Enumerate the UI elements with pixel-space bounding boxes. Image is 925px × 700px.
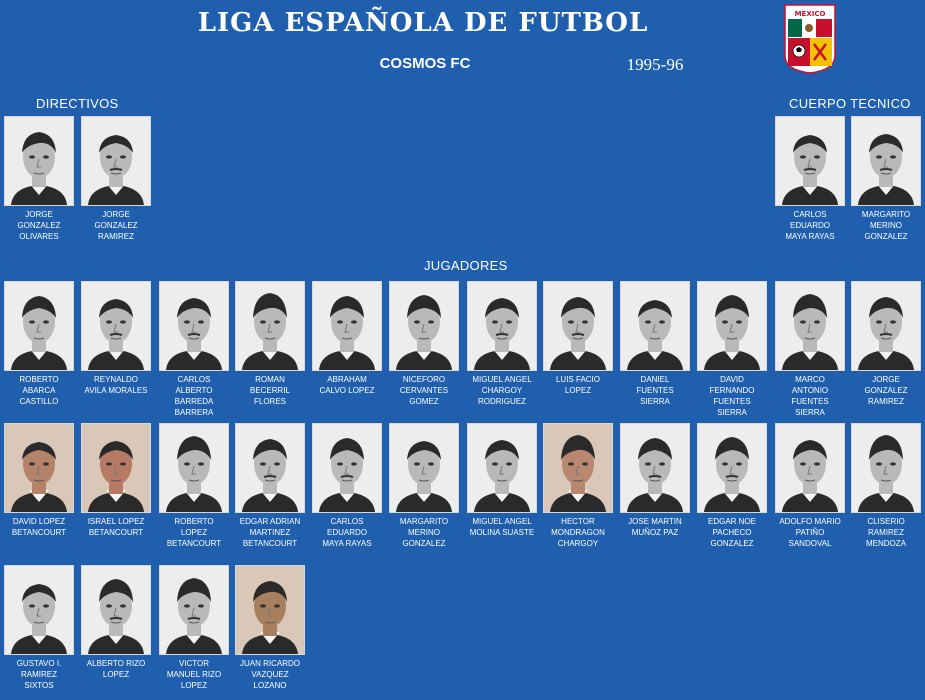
- cuerpo-tecnico-photo: [775, 116, 845, 206]
- jugador-photo: [467, 423, 537, 513]
- jugador-photo: [697, 423, 767, 513]
- jugador-photo: [159, 565, 229, 655]
- jugador-name: HECTOR MONDRAGON CHARGOY: [551, 517, 605, 548]
- jugador-card: [159, 281, 229, 418]
- directivo-card: [4, 116, 74, 242]
- jugador-card: [775, 281, 845, 418]
- jugador-name: CLISERIO RAMIREZ MENDOZA: [866, 517, 906, 548]
- jugador-photo: [235, 423, 305, 513]
- team-crest-logo: [784, 4, 836, 74]
- jugador-name: VICTOR MANUEL RIZO LOPEZ: [166, 659, 222, 690]
- jugador-card: [235, 565, 305, 691]
- directivo-photo: [4, 116, 74, 206]
- jugador-name: REYNALDO AVILA MORALES: [84, 375, 148, 395]
- jugador-card: [312, 281, 382, 396]
- jugador-name: ROBERTO ABARCA CASTILLO: [19, 375, 59, 406]
- jugador-name: ROMAN BECERRIL FLORES: [249, 375, 290, 406]
- cuerpo-tecnico-name: MARGARITO MERINO GONZALEZ: [861, 210, 911, 241]
- jugador-photo: [81, 281, 151, 371]
- cuerpo-tecnico-photo: [851, 116, 921, 206]
- jugador-card: [697, 423, 767, 549]
- jugador-name: LUIS FACIO LOPEZ: [555, 375, 600, 395]
- jugadores-heading: JUGADORES: [424, 258, 508, 273]
- cuerpo-tecnico-card: [775, 116, 845, 242]
- jugador-name: DAVID FERNANDO FUENTES SIERRA: [709, 375, 755, 417]
- jugador-photo: [159, 423, 229, 513]
- jugador-photo: [159, 281, 229, 371]
- jugador-name: CARLOS EDUARDO MAYA RAYAS: [322, 517, 372, 548]
- jugador-name: ISRAEL LOPEZ BETANCOURT: [87, 517, 145, 537]
- jugador-photo: [620, 423, 690, 513]
- jugador-name: DAVID LOPEZ BETANCOURT: [11, 517, 67, 537]
- jugador-name: MIGUEL ANGEL MOLINA SUASTE: [469, 517, 535, 537]
- jugador-name: ROBERTO LOPEZ BETANCOURT: [166, 517, 222, 548]
- directivo-photo: [81, 116, 151, 206]
- jugador-name: JOSE MARTIN MUÑOZ PAZ: [628, 517, 682, 537]
- jugador-photo: [851, 281, 921, 371]
- jugador-photo: [81, 565, 151, 655]
- team-name: COSMOS FC: [379, 55, 471, 72]
- jugador-photo: [389, 423, 459, 513]
- jugador-name: DANIEL FUENTES SIERRA: [636, 375, 674, 406]
- jugador-card: [851, 281, 921, 407]
- directivo-name: JORGE GONZALEZ OLIVARES: [17, 210, 61, 241]
- jugador-card: [775, 423, 845, 549]
- jugador-photo: [4, 565, 74, 655]
- jugador-photo: [851, 423, 921, 513]
- jugador-card: [620, 423, 690, 538]
- jugador-photo: [4, 423, 74, 513]
- jugador-photo: [389, 281, 459, 371]
- directivo-name: JORGE GONZALEZ RAMIREZ: [94, 210, 138, 241]
- jugador-card: [81, 565, 151, 680]
- jugador-card: [81, 423, 151, 538]
- jugador-name: ABRAHAM CALVO LOPEZ: [319, 375, 375, 395]
- season-label: 1995-96: [626, 55, 684, 74]
- jugador-photo: [775, 423, 845, 513]
- jugador-photo: [235, 565, 305, 655]
- jugador-card: [389, 423, 459, 549]
- jugador-name: CARLOS ALBERTO BARREDA BARRERA: [174, 375, 214, 417]
- jugador-photo: [312, 423, 382, 513]
- jugador-card: [851, 423, 921, 549]
- directivos-heading: DIRECTIVOS: [36, 96, 119, 111]
- jugador-photo: [697, 281, 767, 371]
- jugador-name: ALBERTO RIZO LOPEZ: [86, 659, 146, 679]
- jugador-card: [543, 281, 613, 396]
- jugador-card: [4, 423, 74, 538]
- jugador-photo: [467, 281, 537, 371]
- jugador-name: GUSTAVO I. RAMIREZ SIXTOS: [16, 659, 62, 690]
- jugador-card: [159, 565, 229, 691]
- jugador-photo: [235, 281, 305, 371]
- cuerpo-tecnico-heading: CUERPO TECNICO: [789, 96, 911, 111]
- jugador-name: EDGAR NOE PACHECO GONZALEZ: [707, 517, 756, 548]
- jugador-card: [159, 423, 229, 549]
- jugador-photo: [543, 423, 613, 513]
- jugador-name: JORGE GONZALEZ RAMIREZ: [864, 375, 908, 406]
- jugador-card: [620, 281, 690, 407]
- jugador-card: [467, 423, 537, 538]
- jugador-name: MARCO ANTONIO FUENTES SIERRA: [791, 375, 829, 417]
- jugador-card: [4, 565, 74, 691]
- jugador-name: MIGUEL ANGEL CHARGOY RODRIGUEZ: [472, 375, 532, 406]
- jugador-card: [389, 281, 459, 407]
- jugador-card: [312, 423, 382, 549]
- jugador-photo: [81, 423, 151, 513]
- jugador-card: [235, 281, 305, 407]
- jugador-name: JUAN RICARDO VAZQUEZ LOZANO: [239, 659, 300, 690]
- jugador-photo: [312, 281, 382, 371]
- jugador-name: EDGAR ADRIAN MARTINEZ BETANCOURT: [239, 517, 301, 548]
- cuerpo-tecnico-card: [851, 116, 921, 242]
- cuerpo-tecnico-name: CARLOS EDUARDO MAYA RAYAS: [785, 210, 835, 241]
- directivo-card: [81, 116, 151, 242]
- jugador-photo: [775, 281, 845, 371]
- jugador-photo: [620, 281, 690, 371]
- jugador-card: [697, 281, 767, 418]
- jugador-photo: [543, 281, 613, 371]
- jugador-name: MARGARITO MERINO GONZALEZ: [399, 517, 449, 548]
- jugador-name: NICEFORO CERVANTES GOMEZ: [399, 375, 449, 406]
- jugador-card: [81, 281, 151, 396]
- jugador-card: [543, 423, 613, 549]
- jugador-card: [4, 281, 74, 407]
- jugador-photo: [4, 281, 74, 371]
- svg-text:MEXICO: MEXICO: [794, 10, 826, 18]
- page-title: LIGA ESPAÑOLA DE FUTBOL: [197, 8, 649, 38]
- jugador-card: [467, 281, 537, 407]
- jugador-name: ADOLFO MARIO PATIÑO SANDOVAL: [779, 517, 841, 548]
- jugador-card: [235, 423, 305, 549]
